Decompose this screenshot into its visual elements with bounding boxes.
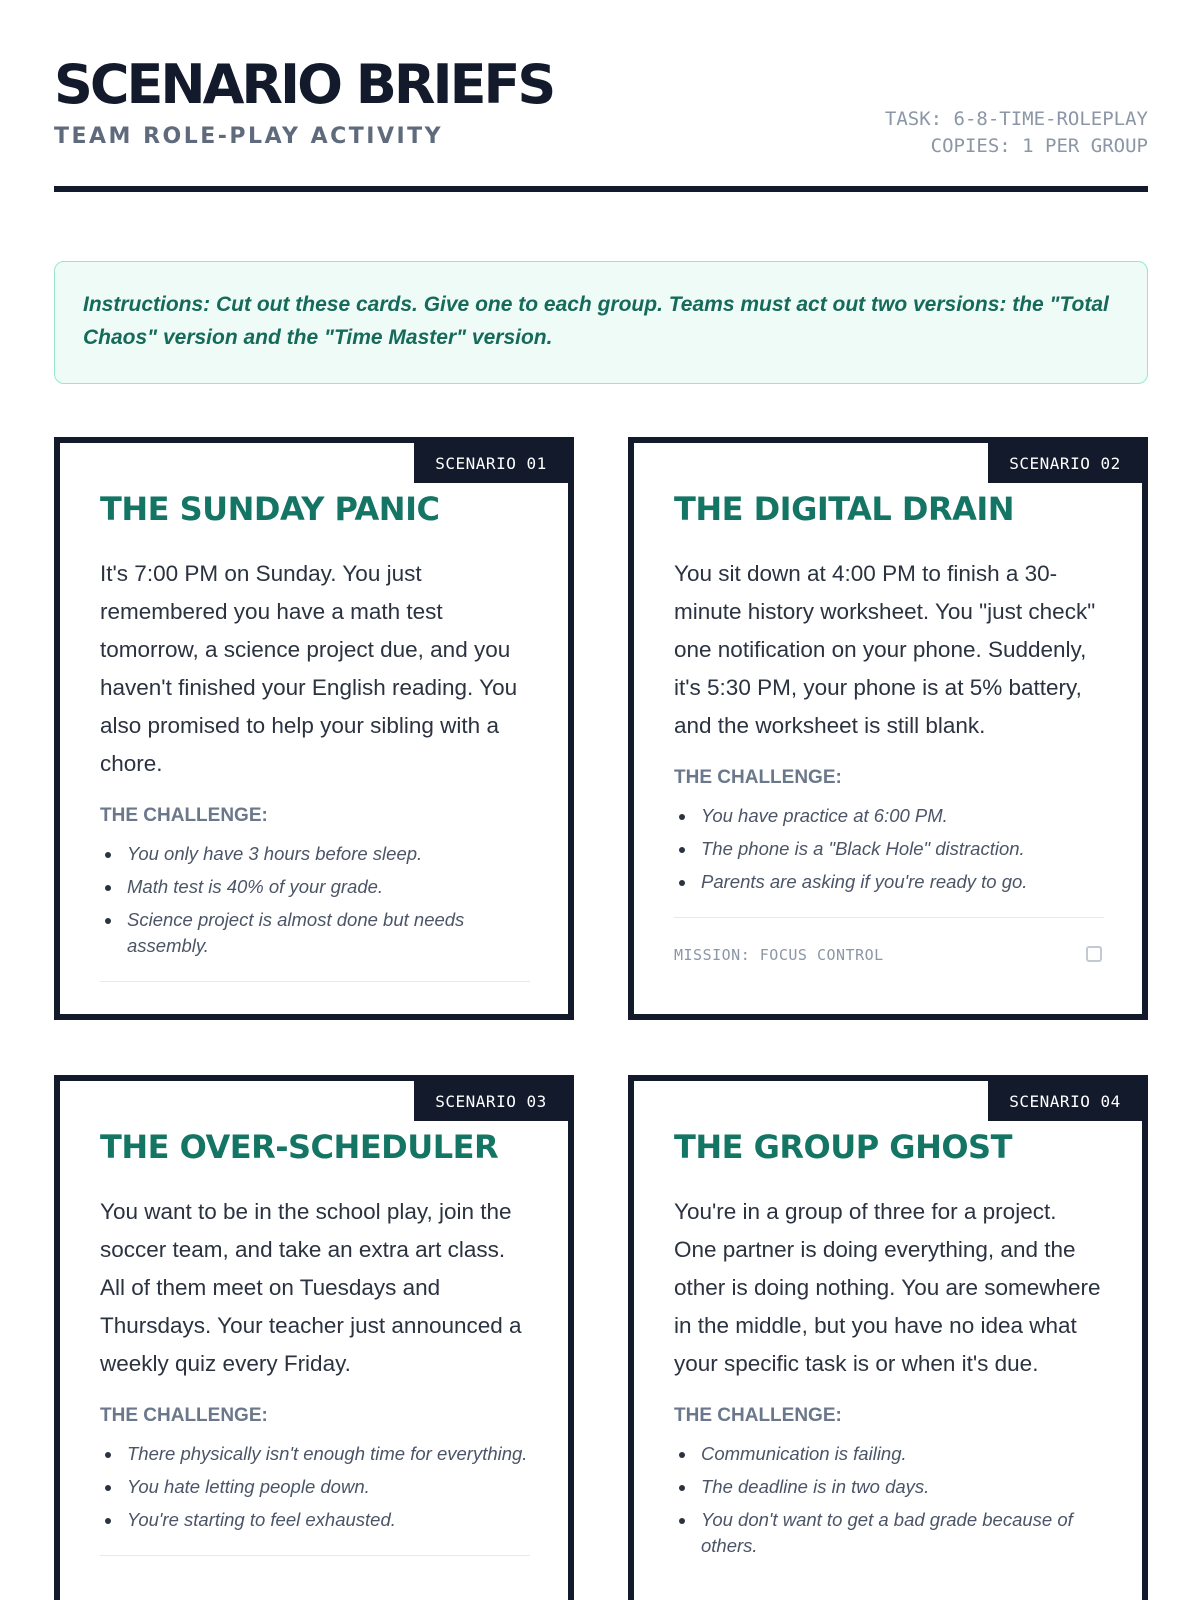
card-divider <box>100 981 530 982</box>
challenge-list <box>674 1441 1104 1559</box>
challenge-list <box>100 1441 530 1533</box>
scenario-description: You sit down at 4:00 PM to finish a 30-minute history worksheet. You "just check" one notification on your phone. Suddenly, it's 5:30 PM, your phone is at 5% battery, and the worksheet is still blank. <box>674 561 1096 738</box>
challenge-list <box>674 803 1104 895</box>
scenario-card <box>54 1075 574 1600</box>
scenario-card <box>628 437 1148 1020</box>
card-divider <box>674 917 1104 918</box>
instructions-text: Instructions: Cut out these cards. Give one to each group. Teams must act out two versions: the "Total Chaos" version and the "Time Master" version. <box>83 293 1109 349</box>
scenario-tag: SCENARIO 04 <box>988 1081 1142 1121</box>
challenge-item: You're starting to feel exhausted. <box>100 1507 530 1533</box>
challenge-label: THE CHALLENGE: <box>674 1405 842 1426</box>
page-title: SCENARIO BRIEFS <box>54 53 554 116</box>
challenge-item: Science project is almost done but needs assembly. <box>100 907 530 959</box>
page-header <box>54 54 1148 192</box>
card-divider <box>100 1555 530 1556</box>
task-meta <box>885 106 1148 160</box>
mission-label: MISSION: FOCUS CONTROL <box>674 946 884 964</box>
checkbox-icon[interactable] <box>1086 946 1102 962</box>
scenario-card <box>54 437 574 1020</box>
page-subtitle: TEAM ROLE-PLAY ACTIVITY <box>54 124 444 149</box>
scenario-description: It's 7:00 PM on Sunday. You just remembered you have a math test tomorrow, a science project due, and you haven't finished your English reading. You also promised to help your sibling with a chore. <box>100 561 518 776</box>
challenge-item: You don't want to get a bad grade because of others. <box>674 1507 1104 1559</box>
scenario-description: You're in a group of three for a project. One partner is doing everything, and the other is doing nothing. You are somewhere in the middle, but you have no idea what your specific task is or when it's due. <box>674 1199 1101 1376</box>
challenge-item: You have practice at 6:00 PM. <box>674 803 1104 829</box>
challenge-item: Math test is 40% of your grade. <box>100 874 530 900</box>
instructions-box <box>54 261 1148 384</box>
challenge-label: THE CHALLENGE: <box>674 767 842 788</box>
scenario-tag: SCENARIO 01 <box>414 443 568 483</box>
card-footer <box>674 946 1104 968</box>
scenario-title: THE GROUP GHOST <box>674 1128 1012 1166</box>
challenge-list <box>100 841 530 959</box>
challenge-item: The phone is a "Black Hole" distraction. <box>674 836 1104 862</box>
scenario-title: THE DIGITAL DRAIN <box>674 490 1015 528</box>
challenge-item: Parents are asking if you're ready to go. <box>674 869 1104 895</box>
challenge-item: Communication is failing. <box>674 1441 1104 1467</box>
challenge-label: THE CHALLENGE: <box>100 805 268 826</box>
challenge-item: You only have 3 hours before sleep. <box>100 841 530 867</box>
challenge-item: The deadline is in two days. <box>674 1474 1104 1500</box>
challenge-label: THE CHALLENGE: <box>100 1405 268 1426</box>
challenge-item: There physically isn't enough time for everything. <box>100 1441 530 1467</box>
scenario-tag: SCENARIO 03 <box>414 1081 568 1121</box>
copies-note: COPIES: 1 PER GROUP <box>930 135 1148 157</box>
scenario-tag: SCENARIO 02 <box>988 443 1142 483</box>
challenge-item: You hate letting people down. <box>100 1474 530 1500</box>
scenario-title: THE SUNDAY PANIC <box>100 490 440 528</box>
scenario-card <box>628 1075 1148 1600</box>
scenario-description: You want to be in the school play, join the soccer team, and take an extra art class. All of them meet on Tuesdays and Thursdays. Your teacher just announced a weekly quiz every Friday. <box>100 1199 522 1376</box>
task-code: TASK: 6-8-TIME-ROLEPLAY <box>884 108 1148 130</box>
scenario-title: THE OVER-SCHEDULER <box>100 1128 499 1166</box>
